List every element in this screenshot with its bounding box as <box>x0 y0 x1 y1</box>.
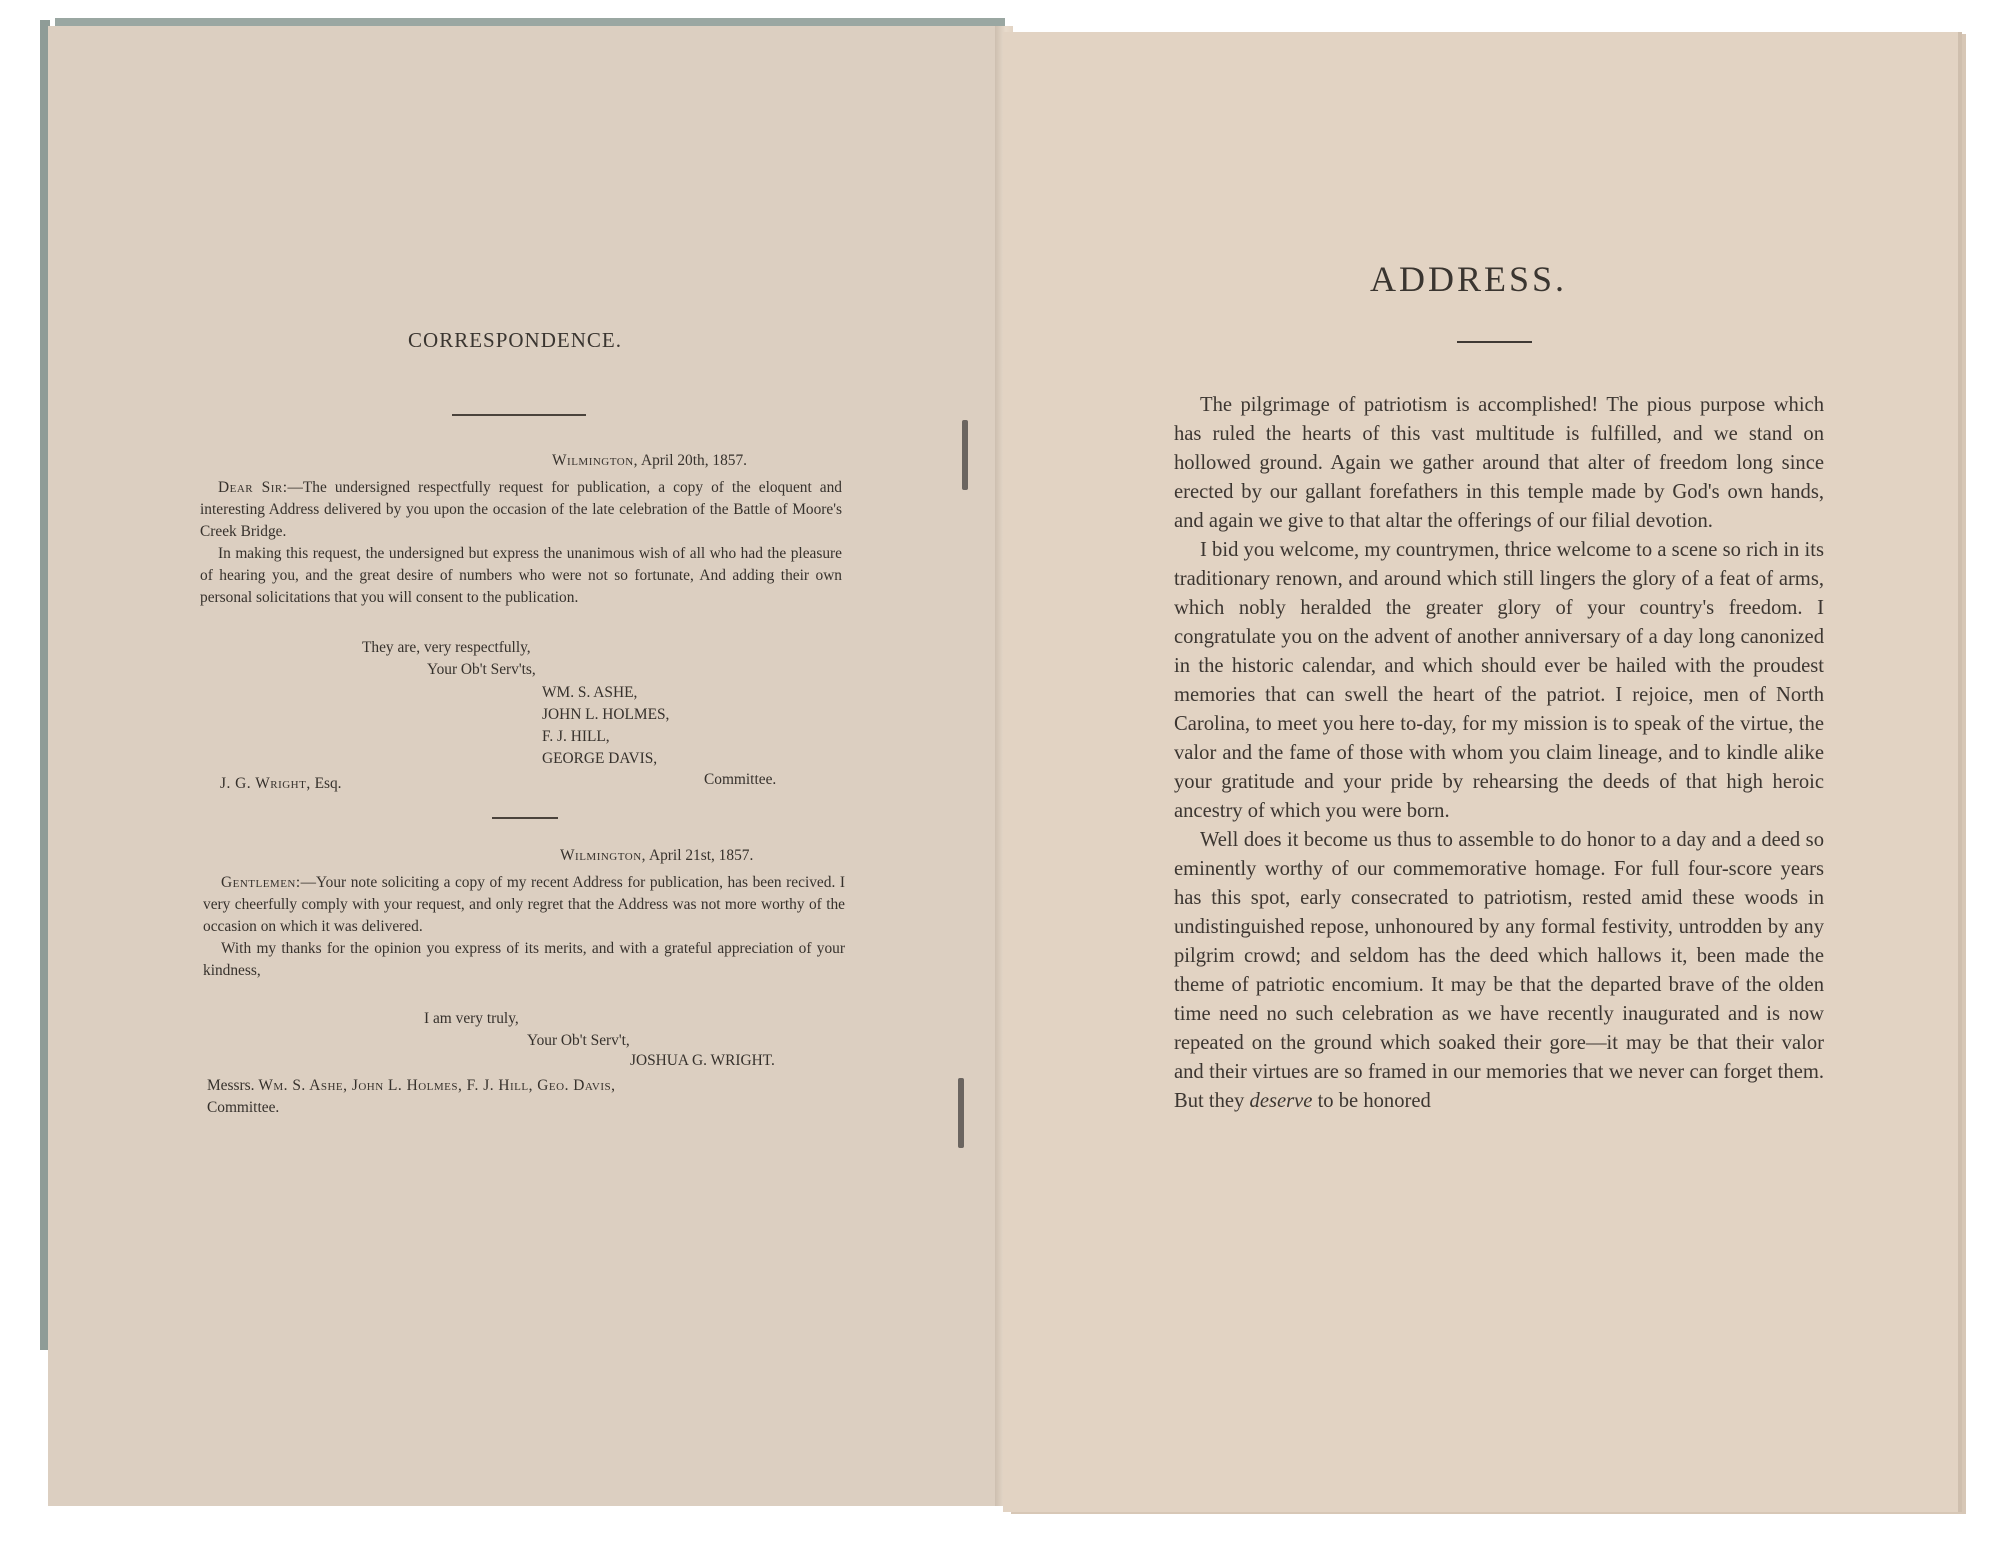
address-title: ADDRESS. <box>1370 259 1568 299</box>
letter2-dateline: Wilmington, April 21st, 1857. <box>560 847 754 864</box>
address-para-2: I bid you welcome, my countrymen, thrice welcome to a scene so rich in its traditionary renown, and around which still lingers the glory of a feat of arms, which nobly heralded the greater glory of your country's freedom. I congratulate you on the advent of another anniversary of a day long canonized in the historic calendar, and which should ever be hailed with the proudest memories that can swell the heart of the patriot. I rejoice, men of North Carolina, to meet you here to-day, for my mission is to speak of the virtue, the valor and the fame of those with whom you claim lineage, and to kindle alike your gratitude and your pride by rehearsing the deeds of that high heroic ancestry of which you were born. <box>1174 539 1824 822</box>
letter1-body <box>200 477 842 609</box>
left-page <box>48 26 1003 1506</box>
letter1-closing1: They are, very respectfully, <box>362 639 531 656</box>
letter2-recipients: Messrs. Wm. S. Ashe, John L. Holmes, F. J. Hill, Geo. Davis, Committee. <box>207 1077 616 1116</box>
section-rule <box>492 817 558 819</box>
letter2-para2: With my thanks for the opinion you express of its merits, and with a grateful appreciation of your kindness, <box>203 940 845 979</box>
address-para-1: The pilgrimage of patriotism is accomplished! The pious purpose which has ruled the hearts of this vast multitude is fulfilled, and we stand on hollowed ground. Again we gather around that alter of freedom long since erected by our gallant forefathers in this temple made by God's own hands, and again we give to that altar the offerings of our filial devotion. <box>1174 394 1824 532</box>
letter1-salutation: Dear Sir: <box>218 479 288 496</box>
title-rule <box>452 414 586 416</box>
letter1-signer-3: F. J. HILL, <box>542 728 610 745</box>
emphasis-deserve: deserve <box>1249 1090 1313 1112</box>
address-para-3: Well does it become us thus to assemble to do honor to a day and a deed so eminently worthy of our commemorative homage. For full four-score years has this spot, early consecrated to patriotism, rested amid these woods in undistinguished repose, unhonoured by any formal festivity, untrodden by any pilgrim crowd; and seldom has the deed which hallows it, been made the theme of patriotic encomium. It may be that the departed brave of the olden time need no such celebration as we have recently inaugurated and is now repeated on the ground which soaked their gore—it may be that their valor and their virtues are so framed in our memories that we never can forget them. But they deserve to be honored <box>1174 829 1824 1112</box>
staple-bottom <box>958 1078 964 1148</box>
letter2-closing2: Your Ob't Serv't, <box>527 1032 630 1049</box>
letter2-closing1: I am very truly, <box>424 1010 519 1027</box>
letter1-signer-4: GEORGE DAVIS, <box>542 750 658 767</box>
letter2-para1: —Your note soliciting a copy of my recent Address for publication, has been recived. I very cheerfully comply with your request, and only regret that the Address was not more worthy of the occasion on which it was delivered. <box>203 874 845 935</box>
letter2-salutation: Gentlemen: <box>221 874 301 891</box>
correspondence-title: CORRESPONDENCE. <box>408 328 622 352</box>
letter1-closing2: Your Ob't Serv'ts, <box>427 661 536 678</box>
letter1-signer-2: JOHN L. HOLMES, <box>542 706 670 723</box>
address-rule <box>1457 341 1532 343</box>
letter2-signer: JOSHUA G. WRIGHT. <box>630 1052 775 1069</box>
letter2-body <box>203 872 845 982</box>
letter1-signer-1: WM. S. ASHE, <box>542 684 638 701</box>
letter1-addressee: J. G. Wright, Esq. <box>220 775 342 792</box>
staple-top <box>962 420 968 490</box>
letter1-committee: Committee. <box>704 771 777 788</box>
letter1-para1: —The undersigned respectfully request for publication, a copy of the eloquent and interesting Address delivered by you upon the occasion of the late celebration of the Battle of Moore's Creek Bridge. <box>200 479 842 540</box>
letter1-dateline: Wilmington, April 20th, 1857. <box>552 452 748 469</box>
letter1-para2: In making this request, the undersigned but express the unanimous wish of all who had the pleasure of hearing you, and the great desire of numbers who were not so fortunate, And adding their own personal solicitations that you will consent to the publication. <box>200 545 842 606</box>
address-body <box>1174 391 1824 1116</box>
